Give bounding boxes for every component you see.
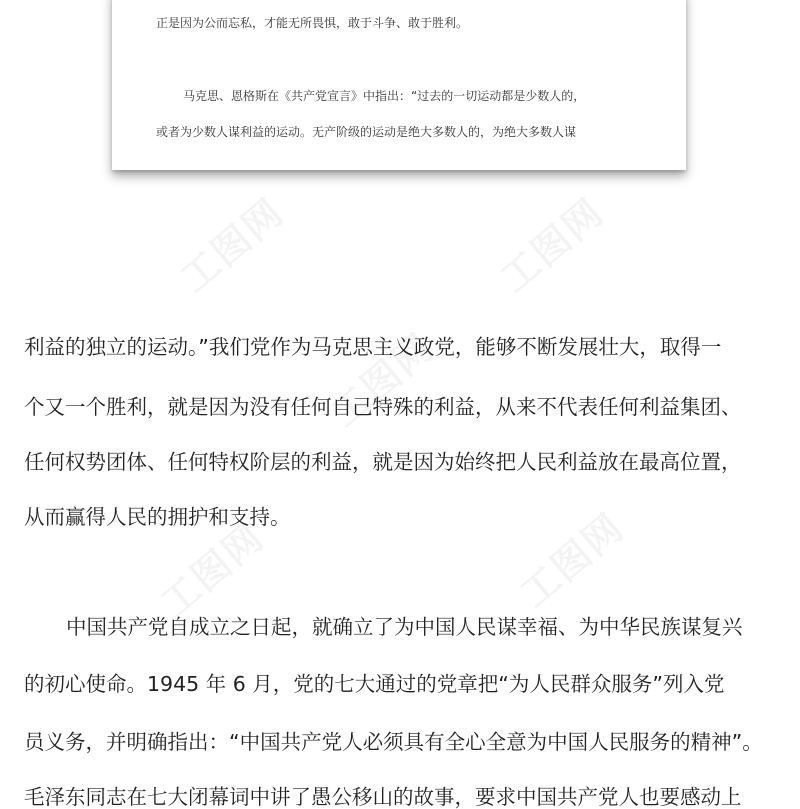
- paragraph-line: 利益的独立的运动。”我们党作为马克思主义政党，能够不断发展壮大，取得一: [24, 335, 722, 359]
- card-line: 正是因为公而忘私，才能无所畏惧，敢于斗争、敢于胜利。: [156, 16, 469, 30]
- paragraph-line: 任何权势团体、任何特权阶层的利益，就是因为始终把人民利益放在最高位置，: [24, 450, 742, 474]
- paragraph-line: 员义务，并明确指出：“中国共产党人必须具有全心全意为中国人民服务的精神”。: [24, 730, 763, 754]
- paragraph-line: 的初心使命。1945 年 6 月，党的七大通过的党章把“为人民群众服务”列入党: [24, 672, 725, 696]
- paragraph-line: 中国共产党自成立之日起，就确立了为中国人民谋幸福、为中华民族谋复兴: [66, 615, 743, 639]
- quote-card: [112, 0, 686, 170]
- watermark: [166, 183, 293, 302]
- card-line: 马克思、恩格斯在《共产党宣言》中指出：“过去的一切运动都是少数人的，: [183, 89, 586, 103]
- paragraph-line: 个又一个胜利，就是因为没有任何自己特殊的利益，从来不代表任何利益集团、: [24, 395, 742, 419]
- watermark: [486, 183, 613, 302]
- watermark: [506, 498, 633, 617]
- card-line: 或者为少数人谋利益的运动。无产阶级的运动是绝大多数人的，为绝大多数人谋: [156, 125, 577, 139]
- paragraph-line: 毛泽东同志在七大闭幕词中讲了愚公移山的故事，要求中国共产党人也要感动上: [24, 785, 742, 809]
- paragraph-line: 从而赢得人民的拥护和支持。: [24, 505, 291, 529]
